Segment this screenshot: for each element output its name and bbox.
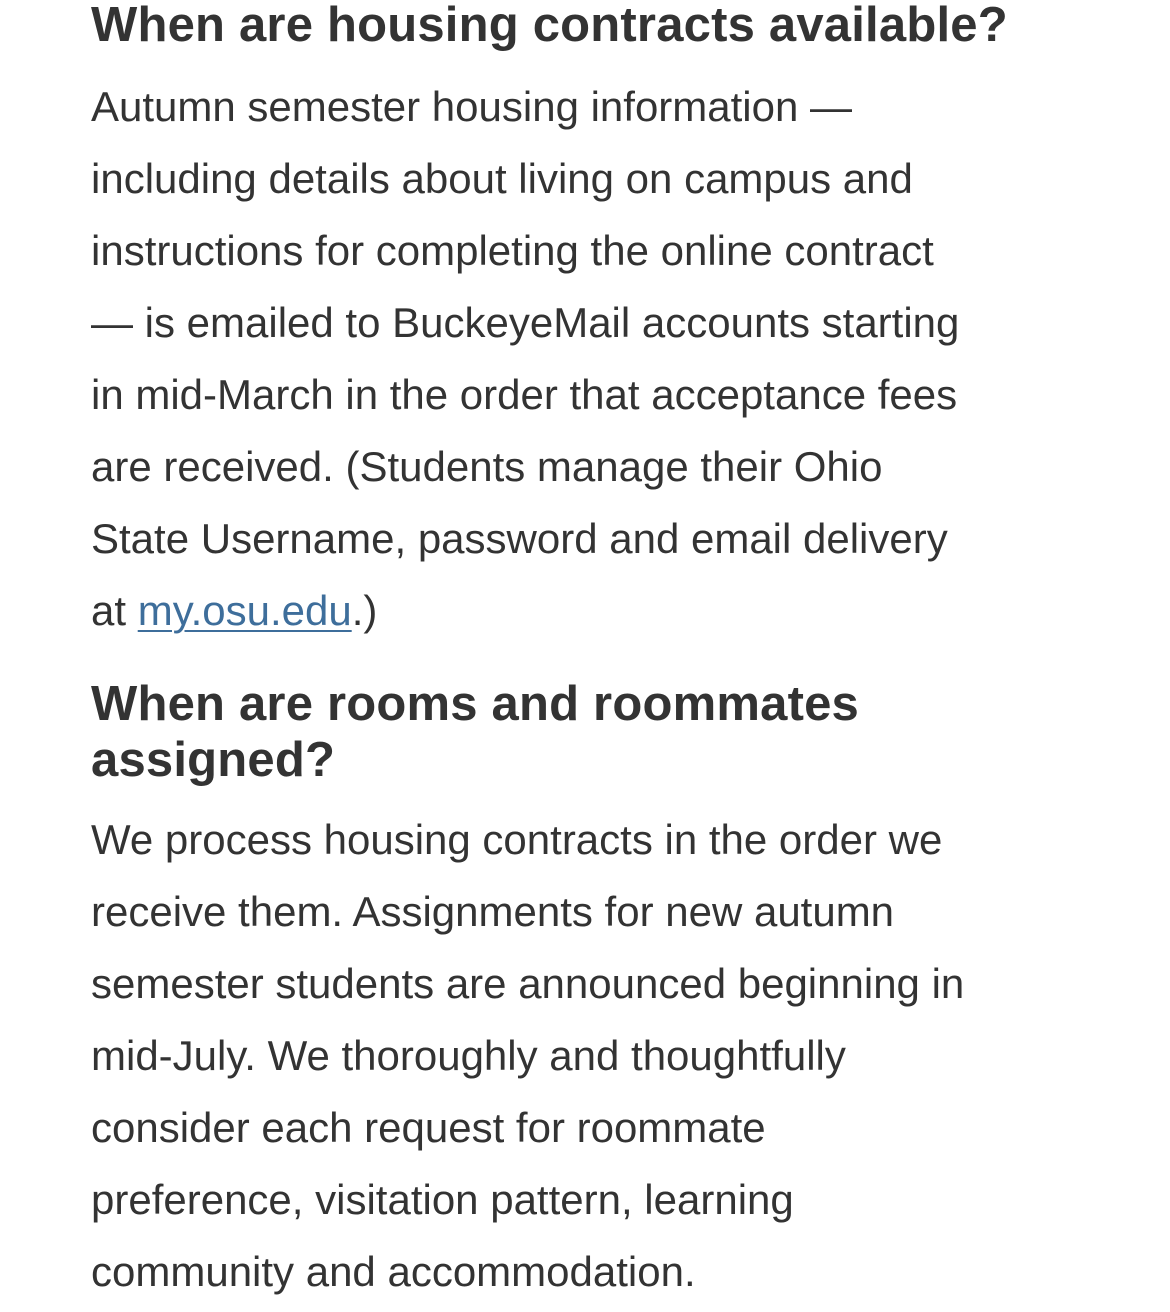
- heading-line: assigned?: [91, 733, 336, 787]
- faq-answer-rooms: [91, 804, 1091, 1308]
- answer-line: We process housing contracts in the order we: [91, 816, 943, 863]
- faq-heading-rooms: [91, 676, 1091, 788]
- faq-heading-contracts: When are housing contracts available?: [91, 0, 1008, 52]
- answer-line: are received. (Students manage their Ohio: [91, 443, 883, 490]
- heading-line: When are rooms and roommates: [91, 677, 859, 731]
- answer-line: consider each request for roommate: [91, 1104, 766, 1151]
- answer-line: mid-July. We thoroughly and thoughtfully: [91, 1032, 846, 1079]
- answer-line: State Username, password and email delivery: [91, 515, 948, 562]
- answer-line: — is emailed to BuckeyeMail accounts starting: [91, 299, 960, 346]
- answer-line: preference, visitation pattern, learning: [91, 1176, 794, 1223]
- answer-line: receive them. Assignments for new autumn: [91, 888, 895, 935]
- my-osu-edu-link[interactable]: my.osu.edu: [137, 587, 352, 634]
- answer-line: semester students are announced beginning in: [91, 960, 965, 1007]
- answer-line: including details about living on campus and: [91, 155, 913, 202]
- answer-line: community and accommodation.: [91, 1248, 696, 1295]
- answer-line-last: [91, 575, 1076, 647]
- answer-line: in mid-March in the order that acceptance fees: [91, 371, 958, 418]
- answer-line-suffix: .): [351, 587, 378, 634]
- answer-line: instructions for completing the online contract: [91, 227, 934, 274]
- answer-line: Autumn semester housing information —: [91, 83, 853, 130]
- answer-line-prefix: at: [91, 587, 138, 634]
- faq-answer-contracts: [91, 71, 1076, 647]
